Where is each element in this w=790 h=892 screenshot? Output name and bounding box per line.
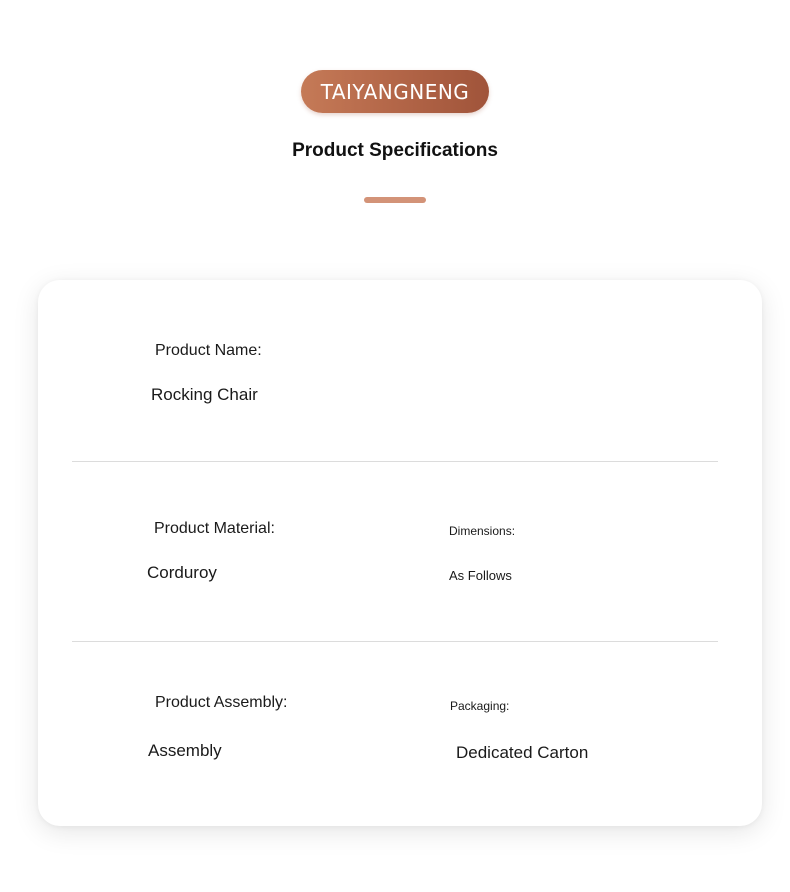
packaging-label: Packaging: <box>450 699 510 713</box>
product-assembly-value: Assembly <box>148 741 222 760</box>
product-name-label: Product Name: <box>155 342 262 359</box>
divider <box>72 461 718 462</box>
product-material-value: Corduroy <box>147 563 217 582</box>
product-name-value: Rocking Chair <box>151 385 258 404</box>
spec-card <box>38 280 762 826</box>
page-title: Product Specifications <box>292 140 498 161</box>
product-material-label: Product Material: <box>154 520 275 537</box>
packaging-value: Dedicated Carton <box>456 743 589 762</box>
dimensions-value: As Follows <box>449 568 512 583</box>
divider <box>72 641 718 642</box>
dimensions-label: Dimensions: <box>449 524 516 538</box>
title-underline <box>364 197 426 203</box>
brand-name: TAIYANGNENG <box>320 79 470 104</box>
product-assembly-label: Product Assembly: <box>155 694 288 711</box>
brand-badge <box>301 70 489 113</box>
